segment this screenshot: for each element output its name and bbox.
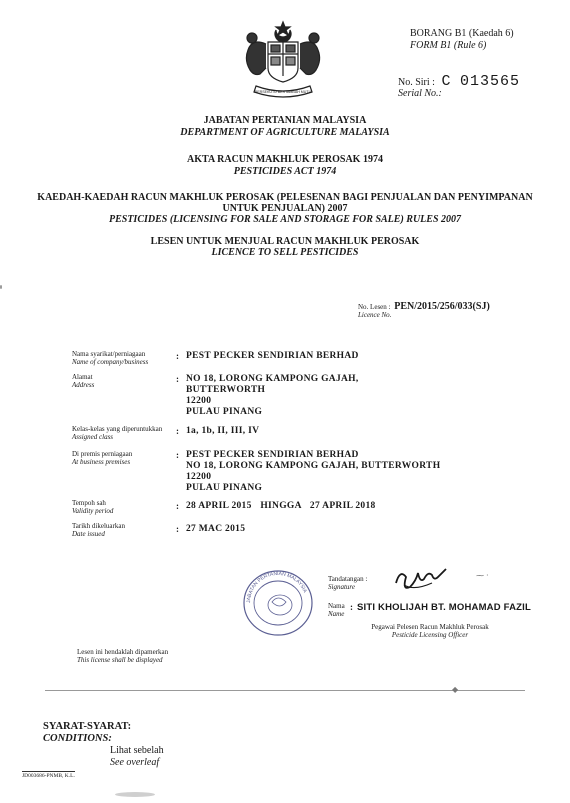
address-line: NO 18, LORONG KAMPONG GAJAH, [186,374,359,384]
licence-number-label-en: Licence No. [358,311,392,319]
conditions-title-en: CONDITIONS: [43,733,112,744]
validity-to: 27 APRIL 2018 [309,501,376,511]
rules-title-line1: KAEDAH-KAEDAH RACUN MAKHLUK PEROSAK (PELESENAN BAGI PENJUALAN DAN PENYIMPANAN [37,192,533,203]
display-notice-ms: Lesen ini hendaklah dipamerkan [77,648,169,656]
premises-colon: : [176,450,179,460]
licence-number-label: No. Lesen : [358,303,391,311]
conditions-title: SYARAT-SYARAT: [43,721,132,732]
display-notice-en: This license shall be displayed [77,656,163,664]
act-title-en: PESTICIDES ACT 1974 [233,166,337,177]
name-colon: : [350,602,353,612]
form-borang: BORANG B1 (Kaedah 6) [410,28,514,39]
officer-title-ms: Pegawai Pelesen Racun Makhluk Perosak [371,623,489,631]
handwritten-signature [390,563,450,599]
print-code: JD003686-PNMB, K.L. [22,773,75,779]
issued-colon: : [176,524,179,534]
company-label-en: Name of company/business [72,358,149,366]
issued-value: 27 MAC 2015 [186,524,246,534]
name-label-ms: Nama [328,602,345,610]
address-label-en: Address [72,381,95,389]
crest-motto: BERSEKUTU BERTAMBAH MUTU [254,90,312,94]
licence-number-value: PEN/2015/256/033(SJ) [394,301,490,312]
premises-line: PEST PECKER SENDIRIAN BERHAD [186,450,359,460]
serial-label-en: Serial No.: [398,88,442,99]
validity-label [72,499,113,515]
display-notice [77,648,168,664]
name-label-en: Name [328,610,345,618]
licence-number-block [358,303,490,319]
stamp-text: JABATAN PERTANIAN MALAYSIA [245,570,308,604]
address-value [186,374,359,418]
officer-name: SITI KHOLIJAH BT. MOHAMAD FAZIL [357,602,532,613]
officer-title [360,623,500,639]
validity-sep: HINGGA [260,501,302,511]
form-reference [410,28,514,52]
dept-title: JABATAN PERTANIAN MALAYSIA [203,115,367,126]
rules-title-en: PESTICIDES (LICENSING FOR SALE AND STORAGE FOR SALE) RULES 2007 [108,214,462,225]
class-colon: : [176,426,179,436]
serial-prefix: C [441,73,452,90]
officer-title-en: Pesticide Licensing Officer [391,631,469,639]
coat-of-arms-icon [238,20,328,100]
form-number-en: FORM B1 (Rule 6) [410,40,487,51]
dept-title-en: DEPARTMENT OF AGRICULTURE MALAYSIA [180,127,390,138]
serial-label: No. Siri : [398,77,435,88]
validity-from: 28 APRIL 2015 [186,501,252,511]
class-label [72,425,162,441]
address-line: PULAU PINANG [186,407,263,417]
address-label [72,373,94,389]
signature-label-ms: Tandatangan : [328,575,368,583]
premises-value [186,450,440,494]
issued-label-ms: Tarikh dikeluarkan [72,522,125,530]
licence-title: LESEN UNTUK MENJUAL RACUN MAKHLUK PEROSAK [150,236,420,247]
official-stamp-icon [238,566,318,640]
class-label-ms: Kelas-kelas yang diperuntukkan [72,425,163,433]
premises-line: NO 18, LORONG KAMPONG GAJAH, BUTTERWORTH [186,461,441,471]
see-overleaf: Lihat sebelah [110,745,164,756]
company-value: PEST PECKER SENDIRIAN BERHAD [186,351,359,361]
class-label-en: Assigned class [72,433,114,441]
premises-line: PULAU PINANG [186,483,263,493]
scan-smudge [115,792,155,797]
premises-label [72,450,132,466]
validity-label-en: Validity period [72,507,114,515]
address-colon: : [176,374,179,384]
serial-value: 013565 [459,73,520,90]
rules-title-line2: UNTUK PENJUALAN) 2007 [222,203,348,214]
premises-line: 12200 [186,472,212,482]
class-value: 1a, 1b, II, III, IV [186,426,260,436]
signature-label-en: Signature [328,583,355,591]
address-line: 12200 [186,396,212,406]
address-label-ms: Alamat [72,373,93,381]
company-label-ms: Nama syarikat/perniagaan [72,350,146,358]
company-label [72,350,148,366]
signature-label [328,575,367,591]
validity-label-ms: Tempoh sah [72,499,106,507]
licence-title-en: LICENCE TO SELL PESTICIDES [211,247,359,258]
validity-value [186,501,376,512]
mark-icon: ◆ [452,685,459,694]
issued-label [72,522,125,538]
scan-speck [0,285,2,289]
address-line: BUTTERWORTH [186,385,266,395]
validity-colon: : [176,501,179,511]
company-colon: : [176,351,179,361]
serial-number [398,73,520,99]
premises-label-ms: Di premis perniagaan [72,450,133,458]
name-label [328,602,345,618]
see-overleaf-en: See overleaf [110,757,160,768]
act-title: AKTA RACUN MAKHLUK PEROSAK 1974 [187,154,383,165]
premises-label-en: At business premises [72,458,131,466]
stray-mark-icon: ⁓ · [476,571,489,580]
issued-label-en: Date issued [72,530,105,538]
